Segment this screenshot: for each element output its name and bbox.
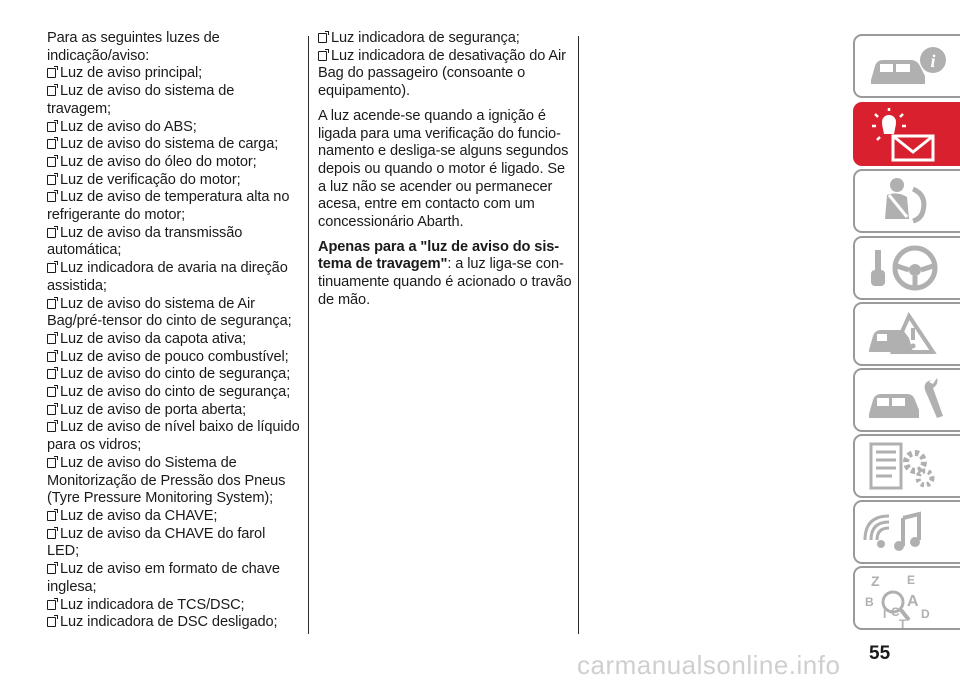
chapter-tab[interactable]: [853, 34, 960, 98]
warning-list-item: [47, 225, 302, 243]
warning-list-item: [47, 189, 302, 207]
brake-note: [318, 239, 573, 310]
warning-list-item: [47, 349, 302, 367]
list-item-text: Luz de aviso de porta aberta;: [60, 401, 247, 418]
bookmark-icon: [47, 139, 56, 149]
list-item-text: Luz de aviso de nível baixo de líquido: [60, 419, 300, 436]
bookmark-icon: [47, 352, 56, 362]
list-item-text: Luz de aviso do Sistema de: [60, 454, 237, 471]
chapter-tab[interactable]: [853, 566, 960, 630]
warning-list-item: [47, 119, 302, 137]
list-item-text: (Tyre Pressure Monitoring System);: [47, 490, 274, 507]
list-item-text: Luz de aviso do ABS;: [60, 118, 197, 135]
svg-text:C: C: [891, 605, 900, 619]
bookmark-icon: [47, 175, 56, 185]
warning-list-item: [47, 402, 302, 420]
warning-list-item: [47, 437, 302, 455]
list-item-text: Luz de verificação do motor;: [60, 171, 241, 188]
bookmark-icon: [47, 157, 56, 167]
warning-list-item: [47, 136, 302, 154]
bookmark-icon: [47, 422, 56, 432]
bookmark-icon: [47, 86, 56, 96]
list-item-text: Luz indicadora de avaria na direção: [60, 260, 288, 277]
list-item-text: Luz de aviso do sistema de: [60, 83, 235, 100]
warning-list-item: [47, 490, 302, 508]
bookmark-icon: [47, 299, 56, 309]
indicator-list: [318, 30, 573, 101]
svg-text:i: i: [930, 51, 936, 71]
bookmark-icon: [47, 387, 56, 397]
list-item-text: Luz de aviso da capota ativa;: [60, 330, 247, 347]
warning-list-item: [47, 455, 302, 473]
warning-list-item: [47, 384, 302, 402]
svg-text:E: E: [907, 573, 916, 587]
page-number: 55: [869, 643, 891, 664]
list-item-text: refrigerante do motor;: [47, 207, 186, 224]
watermark: carmanualsonline.info: [577, 650, 841, 680]
left-column: [47, 30, 302, 632]
list-item-text: Luz indicadora de desativação do Air: [331, 47, 566, 64]
warning-list-item: [47, 561, 302, 579]
bookmark-icon: [47, 263, 56, 273]
svg-text:Z: Z: [871, 573, 880, 589]
paragraph-line: A luz acende-se quando a ignição é: [318, 107, 546, 124]
list-item-text: LED;: [47, 543, 80, 560]
bookmark-icon: [47, 122, 56, 132]
list-item-text: Bag do passageiro (consoante o: [318, 65, 526, 82]
indicator-list-item: [318, 83, 573, 101]
list-item-text: Luz de aviso de pouco combustível;: [60, 348, 289, 365]
indicator-list-item: [318, 30, 573, 48]
warning-list-item: [47, 543, 302, 561]
warning-list-item: [47, 207, 302, 225]
warning-list-item: [47, 260, 302, 278]
bookmark-icon: [47, 334, 56, 344]
warning-list-item: [47, 508, 302, 526]
warning-list-item: [47, 296, 302, 314]
chapter-tab[interactable]: [853, 368, 960, 432]
indicator-list-item: [318, 65, 573, 83]
bookmark-icon: [47, 228, 56, 238]
bookmark-icon: [47, 68, 56, 78]
bookmark-icon: [318, 33, 327, 43]
list-item-text: Monitorização de Pressão dos Pneus: [47, 472, 286, 489]
warning-list-item: [47, 313, 302, 331]
warning-list-item: [47, 154, 302, 172]
list-item-text: Luz de aviso do cinto de segurança;: [60, 384, 291, 401]
list-item-text: Bag/pré-tensor do cinto de segurança;: [47, 313, 292, 330]
svg-text:D: D: [921, 607, 930, 621]
explanation-paragraph: [318, 108, 573, 232]
paragraph-line: namento e desliga-se alguns segundos: [318, 143, 569, 160]
note-line: de mão.: [318, 291, 371, 308]
note-bold-line: tema de travagem": [318, 256, 448, 273]
bookmark-icon: [47, 192, 56, 202]
paragraph-line: acesa, entre em contacto com um: [318, 196, 535, 213]
bookmark-icon: [47, 600, 56, 610]
chapter-tab[interactable]: [853, 434, 960, 498]
list-item-text: Luz de aviso do óleo do motor;: [60, 153, 257, 170]
list-item-text: Luz indicadora de TCS/DSC;: [60, 596, 245, 613]
list-item-text: Luz indicadora de DSC desligado;: [60, 614, 278, 631]
warning-list-item: [47, 526, 302, 544]
list-item-text: automática;: [47, 242, 122, 259]
warning-list-item: [47, 366, 302, 384]
warning-list-item: [47, 242, 302, 260]
bookmark-icon: [47, 617, 56, 627]
bookmark-icon: [47, 405, 56, 415]
list-item-text: assistida;: [47, 277, 107, 294]
warning-list-item: [47, 579, 302, 597]
chapter-tab[interactable]: [853, 236, 960, 300]
column-divider: [308, 36, 309, 634]
list-item-text: Luz de aviso do sistema de Air: [60, 295, 255, 312]
chapter-tab[interactable]: [853, 169, 960, 233]
list-item-text: para os vidros;: [47, 437, 142, 454]
note-line: tinuamente quando é acionado o travão: [318, 274, 572, 291]
right-column: [318, 30, 573, 317]
intro-line: Para as seguintes luzes de: [47, 30, 220, 46]
svg-text:T: T: [899, 617, 907, 628]
list-item-text: Luz de aviso de temperatura alta no: [60, 189, 290, 206]
warning-list-item: [47, 278, 302, 296]
bookmark-icon: [47, 369, 56, 379]
chapter-tab[interactable]: [853, 102, 960, 166]
list-item-text: Luz de aviso do cinto de segurança;: [60, 366, 291, 383]
chapter-tab[interactable]: [853, 500, 960, 564]
warning-list-item: [47, 597, 302, 615]
indicator-list-item: [318, 48, 573, 66]
warning-list-item: [47, 101, 302, 119]
note-bold-line: Apenas para a "luz de aviso do sis-: [318, 238, 560, 255]
svg-text:I: I: [883, 607, 887, 621]
bookmark-icon: [47, 564, 56, 574]
warning-list-item: [47, 473, 302, 491]
warning-list-item: [47, 65, 302, 83]
list-item-text: Luz de aviso principal;: [60, 65, 203, 82]
warning-list-item: [47, 331, 302, 349]
list-item-text: inglesa;: [47, 578, 97, 595]
paragraph-line: concessionário Abarth.: [318, 214, 464, 231]
warning-list-item: [47, 419, 302, 437]
warning-list-item: [47, 172, 302, 190]
list-item-text: Luz indicadora de segurança;: [331, 30, 520, 46]
note-text: : a luz liga-se con-: [447, 256, 564, 273]
bookmark-icon: [318, 51, 327, 61]
intro-line: indicação/aviso:: [47, 47, 150, 64]
list-item-text: Luz de aviso do sistema de carga;: [60, 136, 279, 153]
bookmark-icon: [47, 511, 56, 521]
chapter-tab[interactable]: [853, 302, 960, 366]
bookmark-icon: [47, 458, 56, 468]
column-divider: [578, 36, 579, 634]
paragraph-line: a luz não se acender ou permanecer: [318, 178, 553, 195]
list-item-text: Luz de aviso em formato de chave: [60, 561, 280, 578]
bookmark-icon: [47, 529, 56, 539]
svg-text:A: A: [907, 593, 919, 610]
warning-list-item: [47, 614, 302, 632]
warning-list-item: [47, 83, 302, 101]
list-item-text: Luz de aviso da CHAVE;: [60, 507, 218, 524]
note-line: [318, 256, 573, 274]
paragraph-line: ligada para uma verificação do funcio-: [318, 125, 561, 142]
list-item-text: travagem;: [47, 100, 111, 117]
list-item-text: equipamento).: [318, 83, 410, 100]
list-item-text: Luz de aviso da CHAVE do farol: [60, 525, 266, 542]
paragraph-line: depois ou quando o motor é ligado. Se: [318, 160, 566, 177]
list-item-text: Luz de aviso da transmissão: [60, 224, 243, 241]
svg-text:B: B: [865, 595, 874, 609]
